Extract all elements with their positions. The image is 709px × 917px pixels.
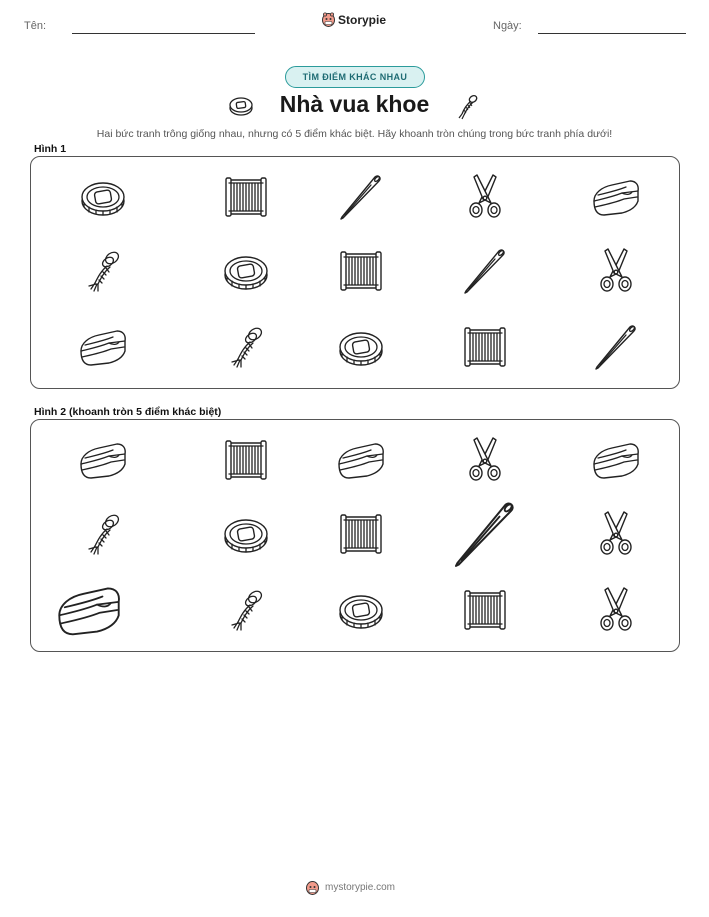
towel-icon[interactable] (339, 444, 383, 478)
rope-icon (89, 250, 121, 291)
needle-icon (596, 326, 635, 369)
towel-icon (594, 181, 638, 215)
activity-badge: TÌM ĐIỂM KHÁC NHAU (285, 66, 425, 88)
rope-icon (454, 92, 482, 120)
loom-icon[interactable] (341, 515, 381, 553)
towel-icon[interactable] (59, 588, 119, 634)
rope-icon[interactable] (89, 513, 121, 554)
storypie-logo-icon (306, 880, 319, 895)
coin-icon (225, 257, 267, 289)
coin-icon[interactable] (340, 596, 382, 628)
panel-2-label: Hình 2 (khoanh tròn 5 điểm khác biệt) (34, 406, 222, 418)
footer (306, 880, 395, 895)
storypie-logo-icon (322, 12, 335, 27)
picture-1 (30, 156, 680, 389)
rope-icon (232, 326, 264, 367)
instructions: Hai bức tranh trông giống nhau, nhưng có 5 điểm khác biệt. Hãy khoanh tròn chúng trong bức tranh phía dưới! (96, 128, 613, 140)
towel-icon[interactable] (81, 444, 125, 478)
loom-icon[interactable] (226, 441, 266, 479)
scissors-icon (470, 175, 500, 217)
name-field[interactable] (72, 33, 255, 34)
brand (322, 12, 386, 27)
picture-2-canvas[interactable] (31, 420, 681, 653)
rope-icon[interactable] (232, 589, 264, 630)
name-label: Tên: (24, 20, 47, 32)
scissors-icon[interactable] (601, 512, 631, 554)
page-title: Nhà vua khoe (279, 91, 430, 117)
loom-icon (465, 328, 505, 366)
needle-icon[interactable] (456, 503, 513, 566)
loom-icon (341, 252, 381, 290)
coin-icon[interactable] (225, 520, 267, 552)
scissors-icon (601, 249, 631, 291)
towel-icon (81, 331, 125, 365)
brand-name: Storypie (338, 12, 387, 27)
date-field[interactable] (538, 33, 686, 34)
loom-icon[interactable] (465, 591, 505, 629)
coin-icon (340, 333, 382, 365)
picture-2[interactable] (30, 419, 680, 652)
scissors-icon[interactable] (470, 438, 500, 480)
panel-1-label: Hình 1 (34, 143, 67, 155)
date-label: Ngày: (493, 20, 522, 32)
needle-icon (465, 250, 504, 293)
footer-url: mystorypie.com (325, 882, 396, 893)
loom-icon (226, 178, 266, 216)
scissors-icon[interactable] (601, 588, 631, 630)
picture-1-canvas (31, 157, 681, 390)
towel-icon[interactable] (594, 444, 638, 478)
coin-icon (82, 183, 124, 215)
needle-icon (341, 176, 380, 219)
